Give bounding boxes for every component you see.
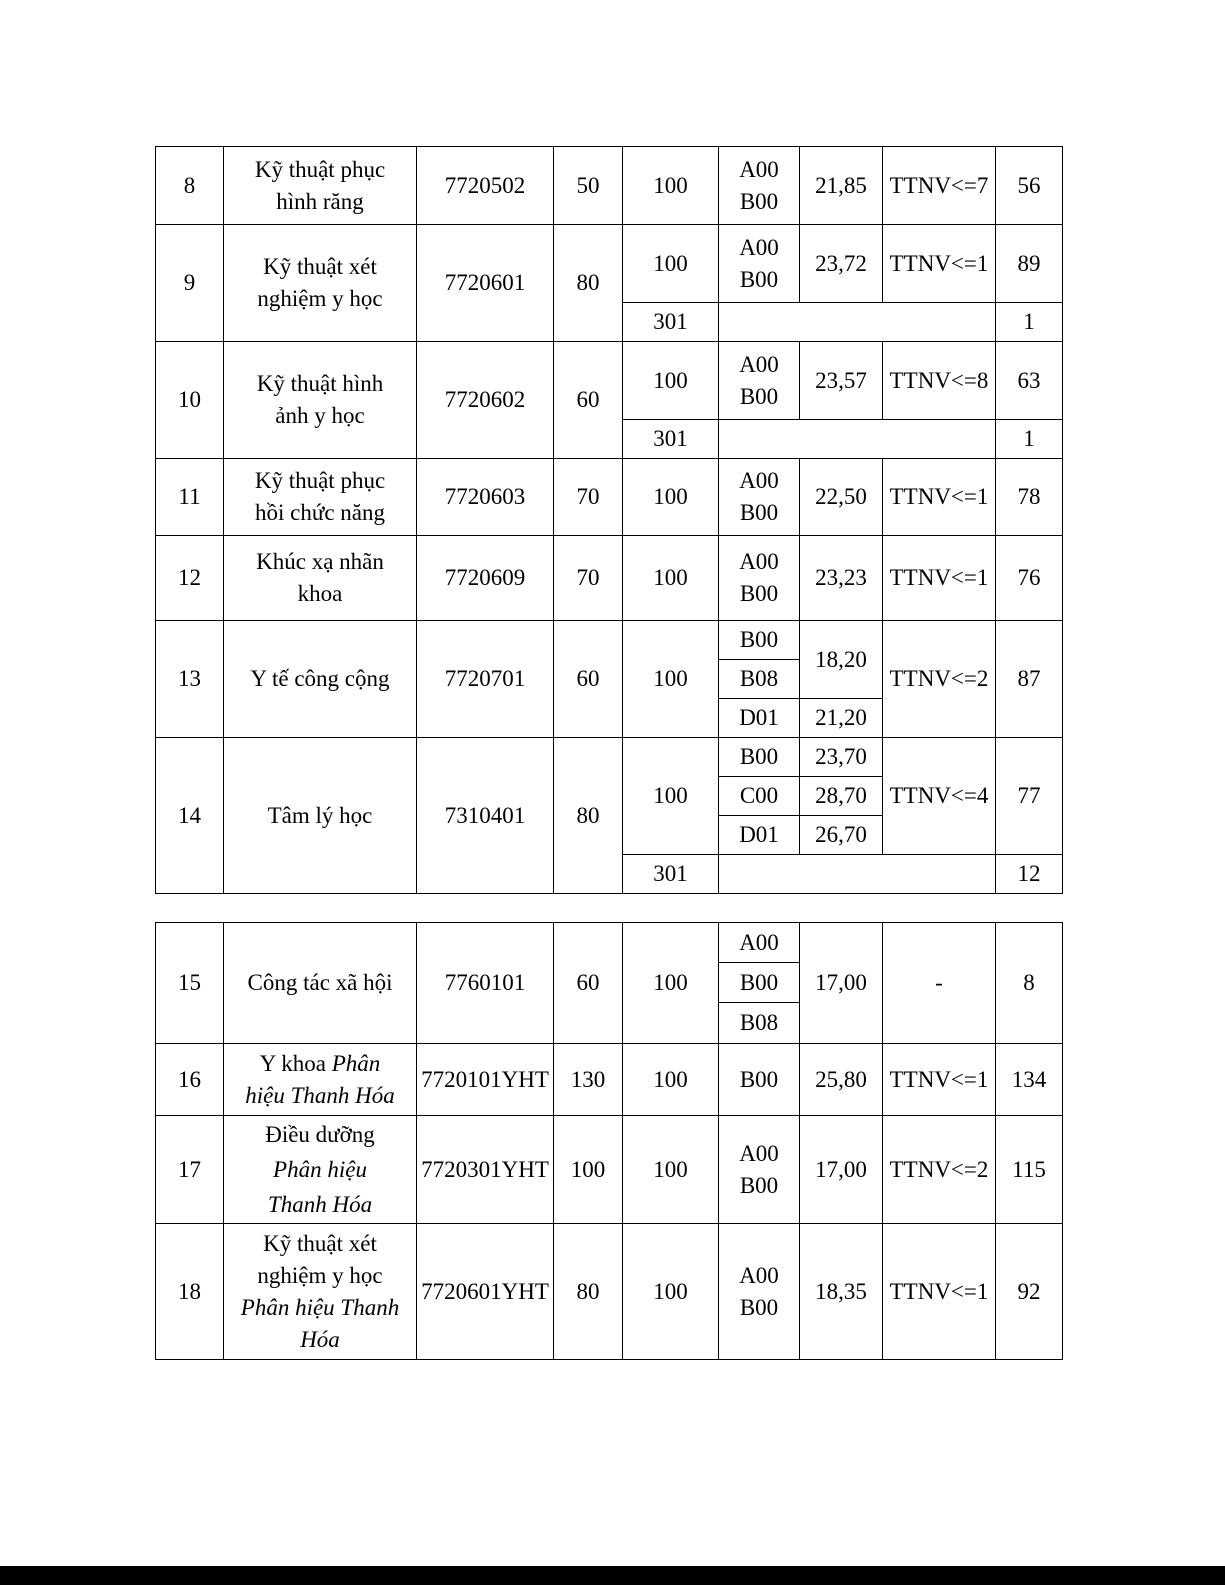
major-code-cell: 7720601YHT: [417, 1224, 554, 1360]
table-row: [156, 459, 1063, 536]
table-row: [156, 342, 1063, 420]
subject-combo-cell: B00: [719, 621, 800, 660]
major-code-cell: 7720701: [417, 621, 554, 738]
major-code-cell: 7720101YHT: [417, 1044, 554, 1116]
branch-name-text: Thanh Hóa: [267, 1192, 373, 1217]
major-code-cell: 7720609: [417, 536, 554, 621]
criteria-cell: TTNV<=1: [883, 1044, 996, 1116]
stt-cell: 17: [156, 1116, 224, 1224]
table-row: [156, 147, 1063, 225]
criteria-cell: TTNV<=1: [883, 1224, 996, 1360]
table-row: [156, 536, 1063, 621]
major-name-line: ảnh y học: [275, 403, 365, 428]
quota-cell: 70: [554, 459, 623, 536]
stt-cell: 14: [156, 738, 224, 894]
major-name-line: Kỹ thuật xét: [263, 254, 377, 279]
subject-combo-cell: [719, 225, 800, 303]
count-cell: 115: [996, 1116, 1063, 1224]
branch-name-text: Phân: [331, 1050, 381, 1076]
quota-cell: 80: [554, 1224, 623, 1360]
major-name-cell: [224, 342, 417, 459]
criteria-cell: TTNV<=1: [883, 225, 996, 303]
method-cell: 301: [623, 303, 719, 342]
score-cell: 18,20: [800, 621, 883, 699]
criteria-cell: TTNV<=1: [883, 536, 996, 621]
method-cell: 301: [623, 420, 719, 459]
major-name-cell: Y tế công cộng: [224, 621, 417, 738]
subject-combo-cell: A00: [719, 923, 800, 963]
score-cell: 28,70: [800, 777, 883, 816]
table-row: [156, 621, 1063, 660]
subject-combo-cell: D01: [719, 816, 800, 855]
empty-cell: [719, 303, 996, 342]
score-cell: 23,72: [800, 225, 883, 303]
table-row: [156, 225, 1063, 303]
subject-combo: A00: [739, 156, 779, 182]
subject-combo-cell: C00: [719, 777, 800, 816]
count-cell: 78: [996, 459, 1063, 536]
quota-cell: 60: [554, 923, 623, 1044]
subject-combo-cell: B08: [719, 660, 800, 699]
count-cell: 1: [996, 420, 1063, 459]
method-cell: 100: [623, 738, 719, 855]
subject-combo: B00: [739, 1172, 779, 1198]
major-name-line: [224, 1048, 416, 1080]
quota-cell: 60: [554, 621, 623, 738]
subject-combo-cell: B08: [719, 1003, 800, 1044]
major-name-line: Kỹ thuật xét: [263, 1230, 377, 1256]
score-cell: 23,70: [800, 738, 883, 777]
table-row: [156, 923, 1063, 963]
major-name-line: khoa: [297, 581, 343, 606]
table-row: [156, 738, 1063, 777]
major-name-line: Điều dưỡng: [265, 1122, 375, 1147]
quota-cell: 130: [554, 1044, 623, 1116]
method-cell: 100: [623, 225, 719, 303]
major-name-line: Kỹ thuật phục: [254, 468, 386, 493]
score-cell: 17,00: [800, 1116, 883, 1224]
table-row: [156, 1224, 1063, 1360]
subject-combo: B00: [739, 581, 779, 606]
criteria-cell: TTNV<=2: [883, 1116, 996, 1224]
stt-cell: 12: [156, 536, 224, 621]
stt-cell: 16: [156, 1044, 224, 1116]
subject-combo: A00: [739, 234, 779, 260]
major-name-line: Kỹ thuật phục: [254, 156, 386, 182]
major-code-cell: 7720602: [417, 342, 554, 459]
subject-combo: B00: [739, 1294, 779, 1320]
count-cell: 1: [996, 303, 1063, 342]
score-cell: 26,70: [800, 816, 883, 855]
subject-combo: B00: [739, 500, 779, 525]
subject-combo: B00: [739, 383, 779, 409]
score-cell: 23,23: [800, 536, 883, 621]
count-cell: 63: [996, 342, 1063, 420]
subject-combo-cell: [719, 1224, 800, 1360]
method-cell: 100: [623, 536, 719, 621]
criteria-cell: TTNV<=1: [883, 459, 996, 536]
subject-combo-cell: [719, 1116, 800, 1224]
major-name-line: hình răng: [276, 188, 364, 214]
subject-combo: B00: [739, 266, 779, 292]
empty-cell: [719, 855, 996, 894]
major-code-cell: 7720502: [417, 147, 554, 225]
major-name-cell: [224, 1224, 417, 1360]
page-bottom-edge: [0, 1566, 1225, 1585]
major-name-cell: [224, 1044, 417, 1116]
quota-cell: 80: [554, 738, 623, 894]
branch-name-text: Phân hiệu Thanh: [240, 1294, 400, 1320]
score-cell: 22,50: [800, 459, 883, 536]
method-cell: 100: [623, 923, 719, 1044]
method-cell: 100: [623, 147, 719, 225]
major-code-cell: 7720301YHT: [417, 1116, 554, 1224]
major-name-line: hồi chức năng: [255, 500, 385, 525]
stt-cell: 13: [156, 621, 224, 738]
score-cell: 25,80: [800, 1044, 883, 1116]
stt-cell: 18: [156, 1224, 224, 1360]
branch-name-text: hiệu Thanh Hóa: [245, 1082, 395, 1108]
criteria-cell: -: [883, 923, 996, 1044]
subject-combo: A00: [739, 1140, 779, 1166]
criteria-cell: TTNV<=7: [883, 147, 996, 225]
method-cell: 100: [623, 621, 719, 738]
major-name-cell: Tâm lý học: [224, 738, 417, 894]
criteria-cell: TTNV<=2: [883, 621, 996, 738]
score-cell: 18,35: [800, 1224, 883, 1360]
criteria-cell: TTNV<=8: [883, 342, 996, 420]
subject-combo-cell: [719, 342, 800, 420]
major-name-cell: Công tác xã hội: [224, 923, 417, 1044]
score-cell: 17,00: [800, 923, 883, 1044]
subject-combo-cell: B00: [719, 963, 800, 1003]
count-cell: 76: [996, 536, 1063, 621]
major-name-cell: [224, 1116, 417, 1224]
subject-combo-cell: [719, 147, 800, 225]
table-row: [156, 1116, 1063, 1224]
quota-cell: 80: [554, 225, 623, 342]
count-cell: 56: [996, 147, 1063, 225]
subject-combo-cell: B00: [719, 738, 800, 777]
subject-combo-cell: [719, 536, 800, 621]
count-cell: 92: [996, 1224, 1063, 1360]
quota-cell: 60: [554, 342, 623, 459]
subject-combo: A00: [739, 549, 779, 574]
subject-combo-cell: [719, 459, 800, 536]
score-cell: 21,85: [800, 147, 883, 225]
count-cell: 87: [996, 621, 1063, 738]
major-name-cell: [224, 225, 417, 342]
admission-table-part-2: [155, 922, 1063, 1360]
major-code-cell: 7310401: [417, 738, 554, 894]
stt-cell: 8: [156, 147, 224, 225]
method-cell: 100: [623, 459, 719, 536]
method-cell: 301: [623, 855, 719, 894]
major-name-cell: [224, 536, 417, 621]
major-code-cell: 7720601: [417, 225, 554, 342]
method-cell: 100: [623, 1116, 719, 1224]
branch-name-text: Phân hiệu: [273, 1157, 367, 1182]
quota-cell: 70: [554, 536, 623, 621]
stt-cell: 15: [156, 923, 224, 1044]
quota-cell: 100: [554, 1116, 623, 1224]
major-name-text: Y khoa: [259, 1050, 332, 1076]
score-cell: 23,57: [800, 342, 883, 420]
table-row: [156, 1044, 1063, 1116]
admission-table-part-1: [155, 146, 1063, 894]
stt-cell: 11: [156, 459, 224, 536]
stt-cell: 10: [156, 342, 224, 459]
count-cell: 89: [996, 225, 1063, 303]
method-cell: 100: [623, 1044, 719, 1116]
empty-cell: [719, 420, 996, 459]
major-name-cell: [224, 147, 417, 225]
criteria-cell: TTNV<=4: [883, 738, 996, 855]
major-code-cell: 7760101: [417, 923, 554, 1044]
subject-combo: A00: [739, 1262, 779, 1288]
major-code-cell: 7720603: [417, 459, 554, 536]
stt-cell: 9: [156, 225, 224, 342]
count-cell: 12: [996, 855, 1063, 894]
score-cell: 21,20: [800, 699, 883, 738]
major-name-line: Khúc xạ nhãn: [256, 549, 384, 574]
subject-combo-cell: B00: [719, 1044, 800, 1116]
branch-name-text: Hóa: [300, 1326, 340, 1352]
subject-combo-cell: D01: [719, 699, 800, 738]
subject-combo: A00: [739, 351, 779, 377]
major-name-line: Kỹ thuật hình: [256, 371, 384, 396]
quota-cell: 50: [554, 147, 623, 225]
method-cell: 100: [623, 1224, 719, 1360]
count-cell: 134: [996, 1044, 1063, 1116]
count-cell: 77: [996, 738, 1063, 855]
method-cell: 100: [623, 342, 719, 420]
major-name-line: nghiệm y học: [257, 1262, 383, 1288]
subject-combo: B00: [739, 188, 779, 214]
major-name-cell: [224, 459, 417, 536]
major-name-line: nghiệm y học: [257, 286, 383, 311]
subject-combo: A00: [739, 468, 779, 493]
count-cell: 8: [996, 923, 1063, 1044]
